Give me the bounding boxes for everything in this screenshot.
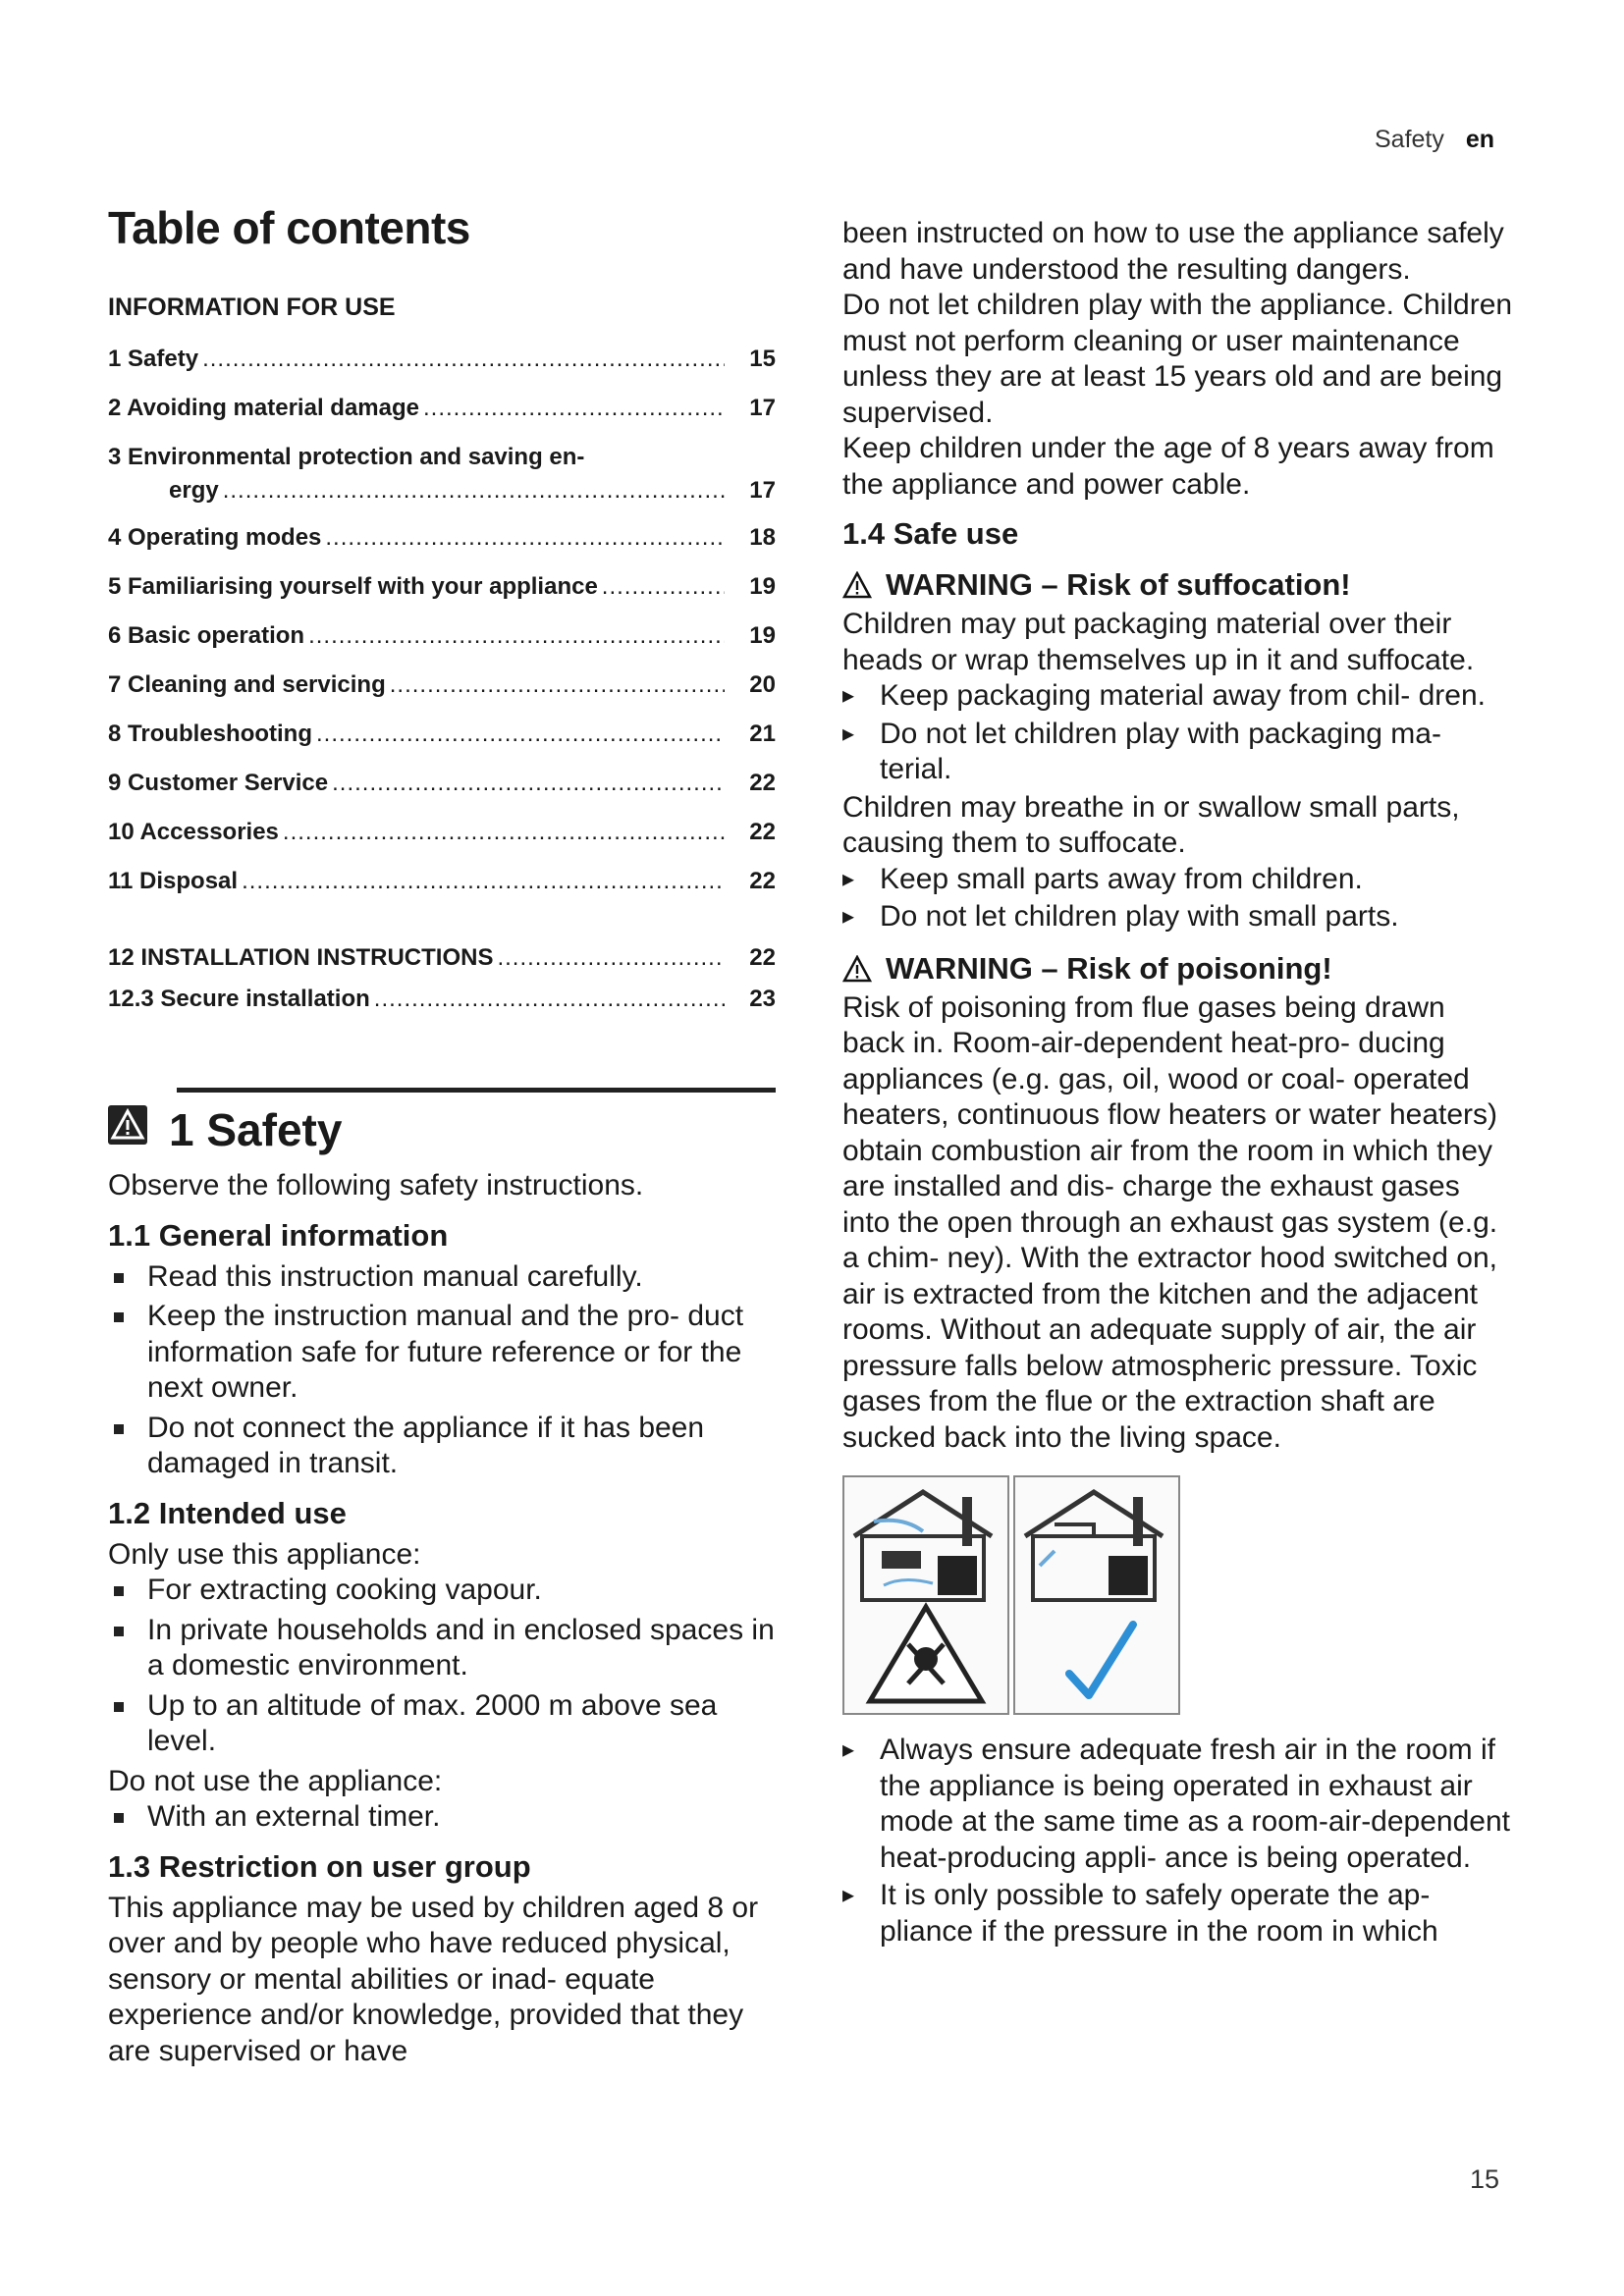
user-group-text-cont: been instructed on how to use the appliance safely and have understood the resulting dangers.: [842, 217, 1504, 286]
list-item: In private households and in enclosed spaces in a domestic environment.: [108, 1613, 776, 1684]
list-item: For extracting cooking vapour.: [108, 1573, 776, 1609]
action-item: ▸ Do not let children play with small parts.: [842, 899, 1515, 935]
warning-poisoning: [842, 951, 1515, 987]
toc-entry[interactable]: [108, 819, 776, 868]
heading-1-2: 1.2 Intended use: [108, 1495, 347, 1530]
running-header: [1375, 126, 1494, 154]
toc-entry[interactable]: [108, 868, 776, 917]
warning-title: WARNING – Risk of suffocation!: [886, 567, 1351, 602]
action-item: ▸ Always ensure adequate fresh air in the room if the appliance is being operated in exhaust air mode at the same time as a room-air-dependent heat-producing appli- ance is being operated.: [842, 1733, 1515, 1876]
heading-1-3: 1.3 Restriction on user group: [108, 1848, 531, 1884]
poisoning-actions: [842, 1733, 1515, 1949]
toc-entry-label: 1 Safety: [108, 346, 199, 372]
toc-entry[interactable]: [108, 444, 776, 524]
toc-entry-label: 2 Avoiding material damage: [108, 395, 419, 421]
toc-entry[interactable]: [108, 622, 776, 671]
toc-entry-page: 22: [749, 770, 776, 796]
warning-title: WARNING – Risk of poisoning!: [886, 950, 1332, 986]
section-title: 1 Safety: [169, 1104, 343, 1155]
toc-entry-page: 17: [749, 477, 776, 504]
list-item: Do not connect the appliance if it has been damaged in transit.: [108, 1411, 776, 1482]
toc-entry-page: 22: [749, 819, 776, 845]
general-info-list: [108, 1259, 776, 1482]
toc-entry-label: 12 INSTALLATION INSTRUCTIONS: [108, 944, 494, 971]
toc-entry-page: 19: [749, 573, 776, 600]
toc-entry-page: 20: [749, 671, 776, 698]
action-item: ▸ It is only possible to safely operate the ap- pliance if the pressure in the room in which: [842, 1878, 1515, 1949]
list-item: Keep the instruction manual and the pro- duct information safe for future reference or for the next owner.: [108, 1299, 776, 1407]
toc-entry-label: 6 Basic operation: [108, 622, 305, 649]
toc-entry[interactable]: [108, 671, 776, 721]
warning-triangle-icon: [842, 571, 872, 599]
warning-icon: [108, 1105, 147, 1145]
toc-entry-label: 12.3 Secure installation: [108, 986, 370, 1012]
warning-triangle-icon: [842, 955, 872, 983]
toc-entry[interactable]: [108, 395, 776, 444]
user-group-children: Do not let children play with the appliance. Children must not perform cleaning or user maintenance unless they are at least 15 years old and are being supervised.: [842, 289, 1513, 429]
list-item: With an external timer.: [108, 1799, 776, 1836]
toc-entry-label: 10 Accessories: [108, 819, 279, 845]
do-not-use-lead: Do not use the appliance:: [108, 1764, 443, 1797]
toc-entry-page: 21: [749, 721, 776, 747]
toc-entry-page: 22: [749, 868, 776, 894]
page-number: 15: [1470, 2164, 1500, 2194]
toc-entry-page: 19: [749, 622, 776, 649]
safety-intro: Observe the following safety instructions.: [108, 1169, 644, 1201]
toc-entry[interactable]: [108, 721, 776, 770]
suffocation-text: Children may put packaging material over their heads or wrap themselves up in it and suffocate.: [842, 608, 1475, 676]
suffocation-actions: [842, 678, 1515, 788]
toc-entry[interactable]: [108, 986, 776, 1027]
header-lang: en: [1465, 126, 1495, 153]
user-group-text: This appliance may be used by children aged 8 or over and by people who have reduced physical, sensory or mental abilities or inad- equate experience and/or knowledge, provided that they are supervised or have: [108, 1891, 759, 2067]
toc-entry-page: 18: [749, 524, 776, 551]
toc-entry-label: 4 Operating modes: [108, 524, 322, 551]
toc-entry[interactable]: [108, 770, 776, 819]
small-parts-actions: [842, 862, 1515, 935]
toc-entry[interactable]: [108, 346, 776, 395]
list-item: Read this instruction manual carefully.: [108, 1259, 776, 1296]
section-heading: [108, 1088, 776, 1168]
heading-1-4: 1.4 Safe use: [842, 516, 1019, 551]
user-group-under-8: Keep children under the age of 8 years away from the appliance and power cable.: [842, 432, 1494, 501]
action-item: ▸ Keep small parts away from children.: [842, 862, 1515, 898]
left-column: [108, 201, 776, 2069]
intended-use-lead: Only use this appliance:: [108, 1537, 421, 1571]
intended-use-list: [108, 1573, 776, 1760]
heading-1-1: 1.1 General information: [108, 1217, 449, 1253]
toc-entry-label-cont: ergy: [169, 477, 219, 504]
toc-entry-page: 17: [749, 395, 776, 421]
toc-entry-page: 22: [749, 944, 776, 971]
toc-entry-page: 23: [749, 986, 776, 1012]
safe-house-diagram: [1013, 1475, 1180, 1715]
flue-gas-illustration: [842, 1475, 1515, 1715]
toc-title: Table of contents: [108, 202, 470, 253]
toc-subtitle: INFORMATION FOR USE: [108, 294, 396, 321]
small-parts-text: Children may breathe in or swallow small parts, causing them to suffocate.: [842, 790, 1460, 859]
toc-entry-label: 7 Cleaning and servicing: [108, 671, 386, 698]
toc-entry-label: 8 Troubleshooting: [108, 721, 312, 747]
action-item: ▸ Do not let children play with packaging ma- terial.: [842, 717, 1515, 788]
toc-entry[interactable]: [108, 524, 776, 573]
warning-suffocation: [842, 567, 1515, 603]
toc-entry-label: 9 Customer Service: [108, 770, 329, 796]
right-column: [842, 216, 1515, 1951]
poisoning-text: Risk of poisoning from flue gases being drawn back in. Room-air-dependent heat-pro- ducing appliances (e.g. gas, oil, wood or coal- operated heaters, continuous flow heaters or water heaters) obtain combustion air from the room in which they are installed and dis- charge the exhaust gases into the open through an exhaust gas system (e.g. a chim- ney). With the extractor hood switched on, air is extracted from the kitchen and the adjacent rooms. Without an adequate supply of air, the air pressure falls below atmospheric pressure. Toxic gases from the flue or the extraction shaft are sucked back into the living space.: [842, 990, 1498, 1454]
do-not-use-list: [108, 1799, 776, 1836]
toc-entry-label: 11 Disposal: [108, 868, 239, 894]
header-section: Safety: [1375, 126, 1444, 153]
toc-entry-label: 5 Familiarising yourself with your appliance: [108, 573, 598, 600]
toc-entry-page: 15: [749, 346, 776, 372]
list-item: Up to an altitude of max. 2000 m above sea level.: [108, 1688, 776, 1760]
action-item: ▸ Keep packaging material away from chil- dren.: [842, 678, 1515, 715]
unsafe-house-diagram: [842, 1475, 1009, 1715]
section-rule: [177, 1088, 776, 1093]
toc-entry-label: 3 Environmental protection and saving en-: [108, 444, 585, 470]
toc-entry[interactable]: [108, 573, 776, 622]
toc-entry[interactable]: [108, 944, 776, 986]
